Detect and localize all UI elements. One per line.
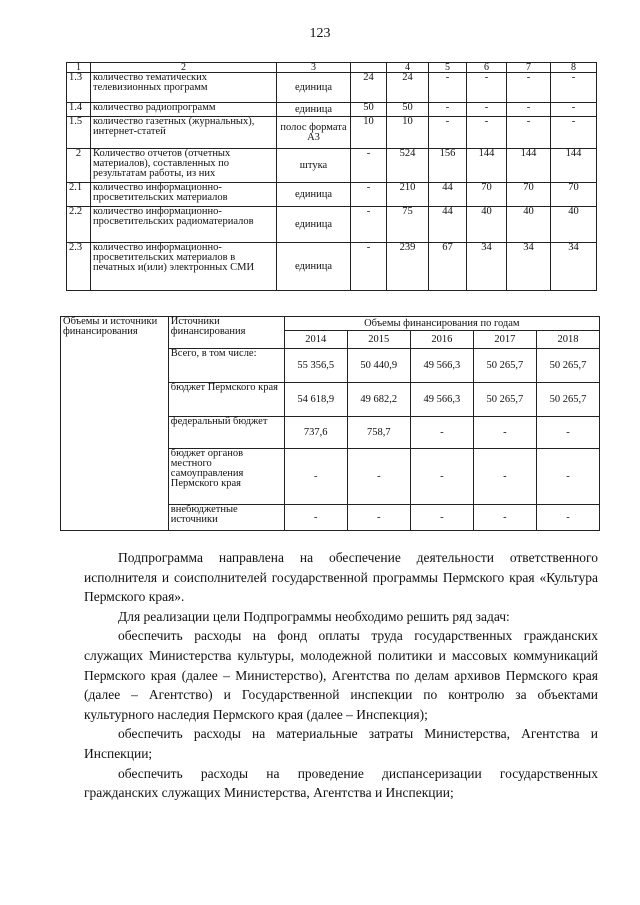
value-cell: 34: [551, 243, 597, 291]
amount-cell: 49 682,2: [347, 383, 410, 417]
source-label: бюджет органов местного самоуправления Пермского края: [168, 449, 284, 505]
table-row: [67, 183, 597, 207]
row-number: 2.2: [67, 207, 91, 243]
unit-cell: единица: [277, 103, 351, 117]
paragraph: обеспечить расходы на фонд оплаты труда государственных гражданских служащих Министерства культуры, молодежной политики и массовых коммуникаций Пермского края (далее – Министерство), Агентства по делам архивов Пермского края (далее – Агентство) и Государственной инспекции по контролю за объектами культурного наследия Пермского края (далее – Инспекция);: [84, 628, 598, 722]
value-cell: -: [507, 73, 551, 103]
year-header: 2018: [536, 331, 599, 349]
paragraph: Для реализации цели Подпрограммы необходимо решить ряд задач:: [118, 608, 510, 624]
amount-cell: 50 265,7: [473, 383, 536, 417]
value-cell: 144: [467, 149, 507, 183]
table-row: [67, 243, 597, 291]
indicator-name: количество радиопрограмм: [91, 103, 277, 117]
sources-header: Источники финансирования: [168, 317, 284, 349]
table-header-row: [67, 63, 597, 73]
value-cell: 10: [351, 117, 387, 149]
financing-section-label: Объемы и источники финансирования: [61, 317, 169, 531]
unit-cell: штука: [277, 149, 351, 183]
table-row: [67, 149, 597, 183]
value-cell: 10: [387, 117, 429, 149]
value-cell: 70: [507, 183, 551, 207]
value-cell: 524: [387, 149, 429, 183]
amount-cell: 737,6: [284, 417, 347, 449]
table-row: [67, 117, 597, 149]
amount-cell: 49 566,3: [410, 383, 473, 417]
value-cell: 239: [387, 243, 429, 291]
amount-cell: 54 618,9: [284, 383, 347, 417]
header-cell: 4: [387, 63, 429, 73]
paragraph: Подпрограмма направлена на обеспечение деятельности ответственного исполнителя и соисполнителей государственной программы Пермского края «Культура Пермского края».: [84, 550, 598, 605]
year-header: 2014: [284, 331, 347, 349]
value-cell: -: [551, 117, 597, 149]
value-cell: -: [507, 117, 551, 149]
value-cell: -: [429, 103, 467, 117]
amount-cell: 50 440,9: [347, 349, 410, 383]
value-cell: -: [351, 149, 387, 183]
value-cell: -: [351, 207, 387, 243]
value-cell: 70: [551, 183, 597, 207]
year-header: 2016: [410, 331, 473, 349]
value-cell: 210: [387, 183, 429, 207]
paragraph: обеспечить расходы на материальные затраты Министерства, Агентства и Инспекции;: [84, 726, 598, 761]
indicator-name: Количество отчетов (отчетных материалов), составленных по результатам работы, из них: [91, 149, 277, 183]
value-cell: -: [429, 117, 467, 149]
value-cell: 44: [429, 207, 467, 243]
value-cell: 44: [429, 183, 467, 207]
value-cell: 67: [429, 243, 467, 291]
value-cell: -: [551, 73, 597, 103]
source-label: внебюджетные источники: [168, 505, 284, 531]
row-number: 2.1: [67, 183, 91, 207]
source-label: федеральный бюджет: [168, 417, 284, 449]
indicator-name: количество тематических телевизионных программ: [91, 73, 277, 103]
value-cell: 144: [507, 149, 551, 183]
amount-cell: 49 566,3: [410, 349, 473, 383]
value-cell: 40: [507, 207, 551, 243]
value-cell: 50: [387, 103, 429, 117]
value-cell: 40: [551, 207, 597, 243]
indicator-name: количество информационно-просветительских радиоматериалов: [91, 207, 277, 243]
value-cell: -: [507, 103, 551, 117]
header-cell: 5: [429, 63, 467, 73]
indicator-name: количество газетных (журнальных), интернет-статей: [91, 117, 277, 149]
amount-cell: -: [473, 505, 536, 531]
row-number: 2.3: [67, 243, 91, 291]
year-header: 2015: [347, 331, 410, 349]
value-cell: -: [429, 73, 467, 103]
value-cell: 75: [387, 207, 429, 243]
body-text: [84, 548, 598, 803]
indicators-table: [66, 62, 597, 291]
value-cell: -: [467, 117, 507, 149]
financing-table: [60, 316, 600, 531]
amount-cell: -: [284, 505, 347, 531]
table-row: [67, 207, 597, 243]
unit-cell: единица: [277, 207, 351, 243]
amount-cell: -: [410, 417, 473, 449]
table-header-row: [61, 317, 600, 331]
amount-cell: -: [347, 505, 410, 531]
row-number: 1.3: [67, 73, 91, 103]
value-cell: 24: [387, 73, 429, 103]
page-number: 123: [309, 26, 331, 41]
indicator-name: количество информационно-просветительских материалов в печатных и(или) электронных СМИ: [91, 243, 277, 291]
value-cell: 70: [467, 183, 507, 207]
header-cell: [351, 63, 387, 73]
header-cell: 6: [467, 63, 507, 73]
value-cell: 144: [551, 149, 597, 183]
unit-cell: единица: [277, 183, 351, 207]
value-cell: 50: [351, 103, 387, 117]
amount-cell: 758,7: [347, 417, 410, 449]
header-cell: 1: [67, 63, 91, 73]
value-cell: -: [467, 103, 507, 117]
amount-cell: -: [536, 449, 599, 505]
table-row: [67, 103, 597, 117]
source-label: бюджет Пермского края: [168, 383, 284, 417]
amount-cell: 50 265,7: [536, 349, 599, 383]
header-cell: 8: [551, 63, 597, 73]
value-cell: 40: [467, 207, 507, 243]
unit-cell: единица: [277, 73, 351, 103]
unit-cell: единица: [277, 243, 351, 291]
indicator-name: количество информационно-просветительских материалов: [91, 183, 277, 207]
amount-cell: -: [410, 505, 473, 531]
year-header: 2017: [473, 331, 536, 349]
header-cell: 2: [91, 63, 277, 73]
amount-cell: 50 265,7: [473, 349, 536, 383]
years-group-header: Объемы финансирования по годам: [284, 317, 599, 331]
value-cell: 34: [507, 243, 551, 291]
amount-cell: -: [284, 449, 347, 505]
table-row: [67, 73, 597, 103]
value-cell: 34: [467, 243, 507, 291]
row-number: 1.4: [67, 103, 91, 117]
amount-cell: -: [536, 417, 599, 449]
unit-cell: полос формата А3: [277, 117, 351, 149]
amount-cell: -: [347, 449, 410, 505]
row-number: 1.5: [67, 117, 91, 149]
row-number: 2: [67, 149, 91, 183]
amount-cell: -: [473, 417, 536, 449]
header-cell: 3: [277, 63, 351, 73]
amount-cell: -: [473, 449, 536, 505]
value-cell: 156: [429, 149, 467, 183]
value-cell: 24: [351, 73, 387, 103]
amount-cell: -: [410, 449, 473, 505]
value-cell: -: [551, 103, 597, 117]
amount-cell: 55 356,5: [284, 349, 347, 383]
amount-cell: -: [536, 505, 599, 531]
value-cell: -: [351, 183, 387, 207]
paragraph: обеспечить расходы на проведение диспансеризации государственных гражданских служащих Министерства, Агентства и Инспекции;: [84, 765, 598, 801]
value-cell: -: [467, 73, 507, 103]
source-label: Всего, в том числе:: [168, 349, 284, 383]
header-cell: 7: [507, 63, 551, 73]
value-cell: -: [351, 243, 387, 291]
amount-cell: 50 265,7: [536, 383, 599, 417]
